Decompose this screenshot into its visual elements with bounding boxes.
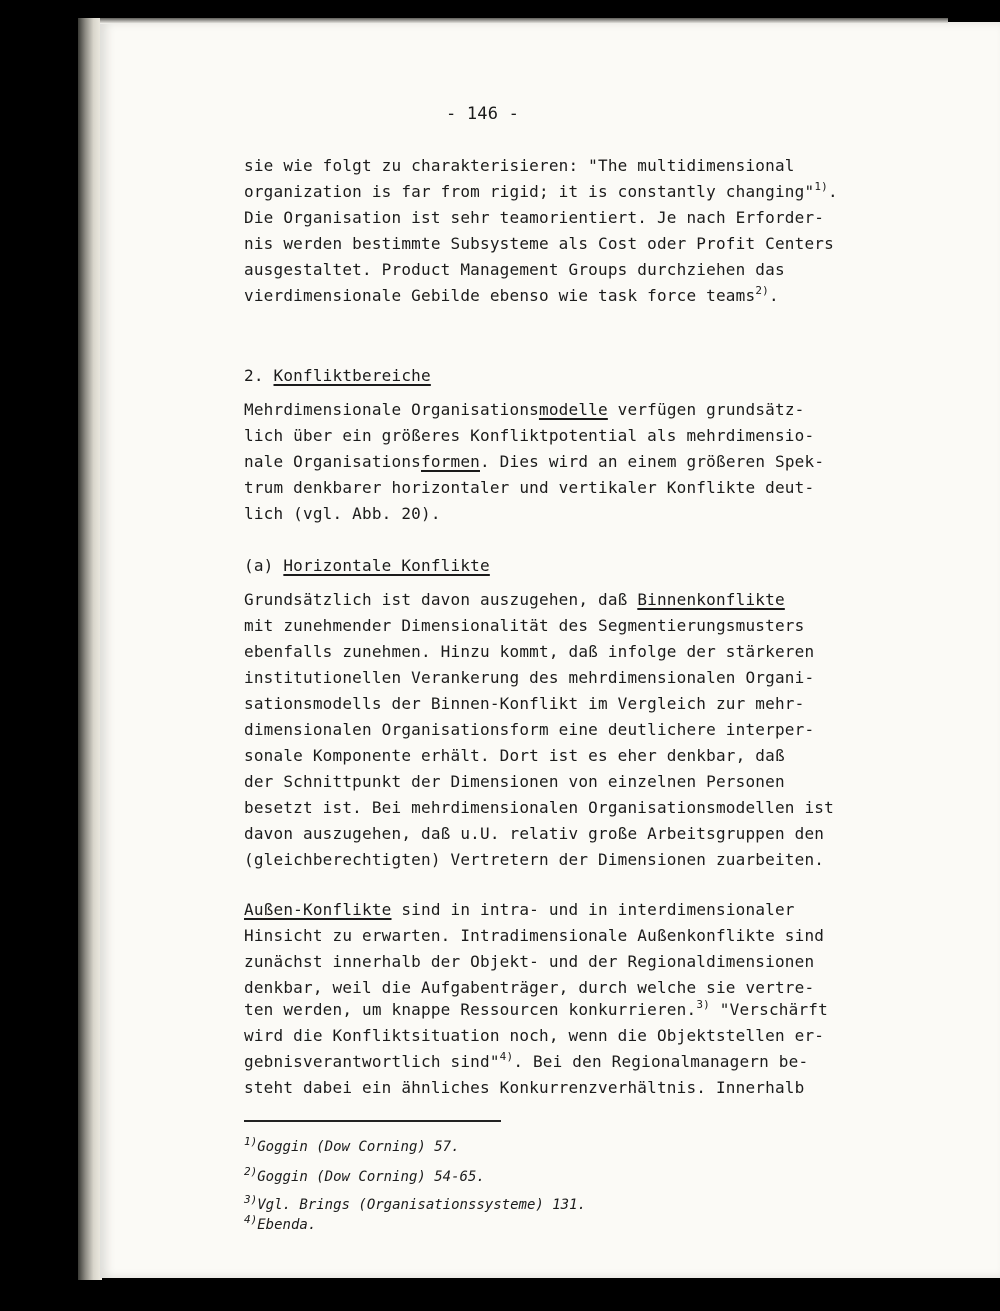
intro-line: vierdimensionale Gebilde ebenso wie task force teams$^{2)}$. <box>244 284 779 305</box>
body-line: Hinsicht zu erwarten. Intradimensionale Außenkonflikte sind <box>244 926 825 945</box>
body-line: der Schnittpunkt der Dimensionen von einzelnen Personen <box>244 772 785 791</box>
body-line: (gleichberechtigten) Vertretern der Dimensionen zuarbeiten. <box>244 850 825 869</box>
body-line: Mehrdimensionale Organisationsmodelle verfügen grundsätz- <box>244 400 805 419</box>
body-line: Grundsätzlich ist davon auszugehen, daß Binnenkonflikte <box>244 590 785 609</box>
body-line: sationsmodells der Binnen-Konflikt im Vergleich zur mehr- <box>244 694 805 713</box>
intro-line: organization is far from rigid; it is constantly changing"$^{1)}$. <box>244 180 838 201</box>
body-line: besetzt ist. Bei mehrdimensionalen Organisationsmodellen ist <box>244 798 834 817</box>
footnote-ref: 1) <box>814 180 828 193</box>
body-line: trum denkbarer horizontaler und vertikaler Konflikte deut- <box>244 478 815 497</box>
intro-line: nis werden bestimmte Subsysteme als Cost oder Profit Centers <box>244 234 834 253</box>
intro-line: Die Organisation ist sehr teamorientiert. Je nach Erforder- <box>244 208 825 227</box>
intro-line: sie wie folgt zu charakterisieren: "The multidimensional <box>244 156 795 175</box>
book-spine-edge <box>78 18 102 1280</box>
body-line: davon auszugehen, daß u.U. relativ große Arbeitsgruppen den <box>244 824 825 843</box>
footnote-divider <box>244 1120 501 1122</box>
footnote-ref: 4) <box>499 1050 514 1063</box>
body-line: gebnisverantwortlich sind"$^{4)}$. Bei den Regionalmanagern be- <box>244 1050 809 1071</box>
section-title: Konfliktbereiche <box>273 366 431 385</box>
body-line: steht dabei ein ähnliches Konkurrenzverhältnis. Innerhalb <box>244 1078 805 1097</box>
intro-line: ausgestaltet. Product Management Groups durchziehen das <box>244 260 785 279</box>
footnote: $^{2)}$Goggin (Dow Corning) 54-65. <box>244 1165 485 1185</box>
body-line: wird die Konfliktsituation noch, wenn die Objektstellen er- <box>244 1026 825 1045</box>
body-line: lich über ein größeres Konfliktpotential als mehrdimensio- <box>244 426 815 445</box>
body-line: ten werden, um knappe Ressourcen konkurrieren.$^{3)}$ "Verschärft <box>244 998 828 1019</box>
footnote: $^{4)}$Ebenda. <box>244 1213 317 1233</box>
footnote-ref: 2) <box>755 284 769 297</box>
body-line: lich (vgl. Abb. 20). <box>244 504 441 523</box>
body-line: sonale Komponente erhält. Dort ist es eher denkbar, daß <box>244 746 785 765</box>
subsection-heading: (a) Horizontale Konflikte <box>244 556 490 575</box>
footnote-ref: 3) <box>696 998 710 1011</box>
body-line: nale Organisationsformen. Dies wird an einem größeren Spek- <box>244 452 825 471</box>
footnote: $^{1)}$Goggin (Dow Corning) 57. <box>244 1135 460 1155</box>
footnote: $^{3)}$Vgl. Brings (Organisationssysteme) 131. <box>244 1193 586 1213</box>
body-line: institutionellen Verankerung des mehrdimensionalen Organi- <box>244 668 815 687</box>
page-number: - 146 - <box>446 104 520 124</box>
subsection-title: Horizontale Konflikte <box>283 556 490 575</box>
body-line: ebenfalls zunehmen. Hinzu kommt, daß infolge der stärkeren <box>244 642 815 661</box>
body-line: zunächst innerhalb der Objekt- und der Regionaldimensionen <box>244 952 815 971</box>
body-line: Außen-Konflikte sind in intra- und in interdimensionaler <box>244 900 795 919</box>
body-line: mit zunehmender Dimensionalität des Segmentierungsmusters <box>244 616 805 635</box>
section-heading: 2. Konfliktbereiche <box>244 366 431 385</box>
page-top-shadow <box>100 18 948 24</box>
body-line: denkbar, weil die Aufgabenträger, durch welche sie vertre- <box>244 978 815 997</box>
body-line: dimensionalen Organisationsform eine deutlichere interper- <box>244 720 815 739</box>
